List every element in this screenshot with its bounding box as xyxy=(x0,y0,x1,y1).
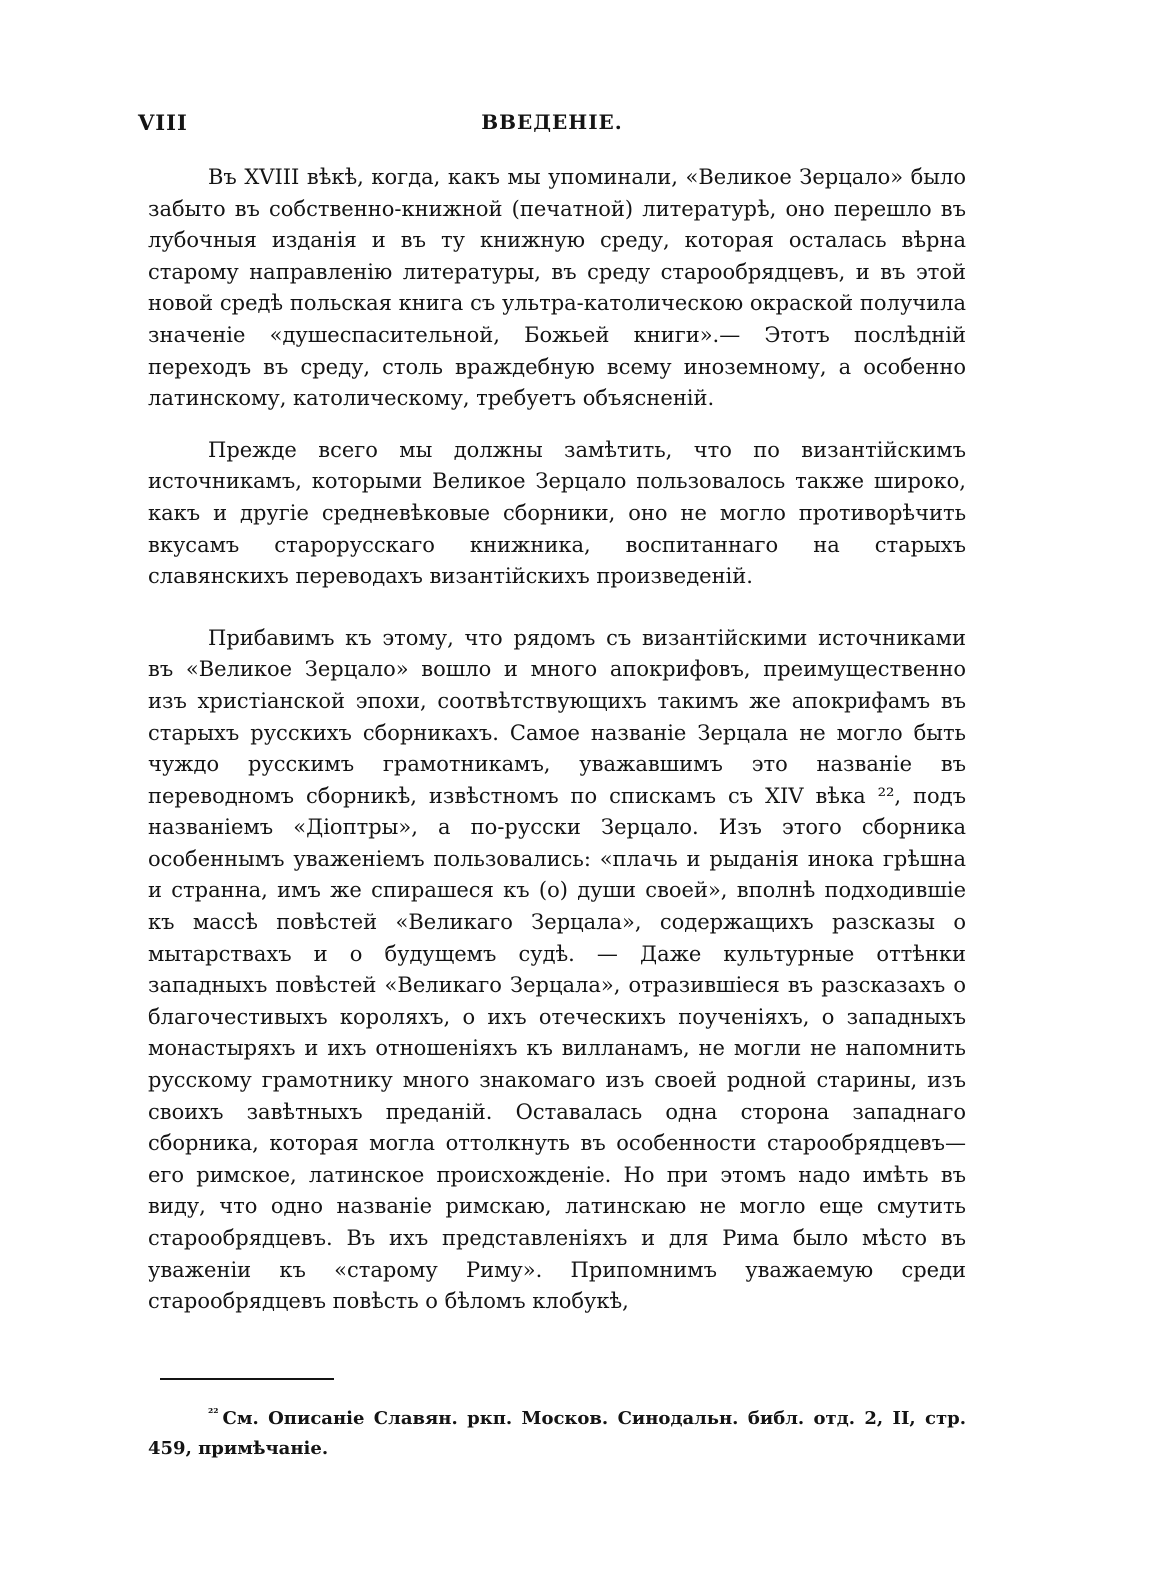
paragraph-2: Прежде всего мы должны замѣтить, что по византійскимъ источникамъ, которыми Великое Зерцало пользовалось также широко, какъ и другіе средневѣковые сборники, оно не могло противорѣчить вкусамъ старорусскаго книжника, воспитаннаго на старыхъ славянскихъ переводахъ византійскихъ произведеній. xyxy=(148,437,966,589)
footnote-text: См. Описаніе Славян. ркп. Москов. Синодальн. библ. отд. 2, II, стр. 459, примѣчаніе. xyxy=(148,1408,966,1459)
page-number: VIII xyxy=(138,110,188,135)
paragraph-1: Въ XVIII вѣкѣ, когда, какъ мы упоминали, «Великое Зерцало» было забыто въ собственно-книжной (печатной) литературѣ, оно перешло въ лубочныя изданія и въ ту книжную среду, которая осталась вѣрна старому направленію литературы, въ среду старообрядцевъ, и въ этой новой средѣ польская книга съ ультра-католическою окраской получила значеніе «душеспасительной, Божьей книги».— Этотъ послѣдній переходъ въ среду, столь враждебную всему иноземному, а особенно латинскому, католическому, требуетъ объясненій. xyxy=(148,165,966,411)
footnote-marker: ²² xyxy=(208,1406,219,1420)
footnote-divider xyxy=(160,1378,334,1380)
page-header xyxy=(138,110,966,140)
running-title: ВВЕДЕНІЕ. xyxy=(481,110,623,134)
paragraph-3: Прибавимъ къ этому, что рядомъ съ византійскими источниками въ «Великое Зерцало» вошло и много апокрифовъ, преимущественно изъ христіанской эпохи, соотвѣтствующихъ такимъ же апокрифамъ въ старыхъ русскихъ сборникахъ. Самое названіе Зерцала не могло быть чуждо русскимъ грамотникамъ, уважавшимъ это названіе въ переводномъ сборникѣ, извѣстномъ по спискамъ съ XIV вѣка ²², подъ названіемъ «Діоптры», а по-русски Зерцало. Изъ этого сборника особеннымъ уваженіемъ пользовались: «плачь и рыданія инока грѣшна и странна, имъ же спирашеся къ (о) души своей», вполнѣ подходившіе къ массѣ повѣстей «Великаго Зерцала», содержащихъ разсказы о мытарствахъ и о будущемъ судѣ. — Даже культурные оттѣнки западныхъ повѣстей «Великаго Зерцала», отразившіеся въ разсказахъ о благочестивыхъ короляхъ, о ихъ отеческихъ поученіяхъ, о западныхъ монастыряхъ и ихъ отношеніяхъ къ вилланамъ, не могли не напомнить русскому грамотнику много знакомаго изъ своей родной старины, изъ своихъ завѣтныхъ преданій. Оставалась одна сторона западнаго сборника, которая могла оттолкнуть въ особенности старообрядцевъ—его римское, латинское происхожденіе. Но при этомъ надо имѣть въ виду, что одно названіе римскаю, латинскаю не могло еще смутить старообрядцевъ. Въ ихъ представленіяхъ и для Рима было мѣсто въ уваженіи къ «старому Риму». Припомнимъ уважаемую среди старообрядцевъ повѣсть о бѣломъ клобукѣ, xyxy=(148,625,966,1314)
body-text xyxy=(148,162,966,1318)
footnote xyxy=(148,1404,966,1464)
